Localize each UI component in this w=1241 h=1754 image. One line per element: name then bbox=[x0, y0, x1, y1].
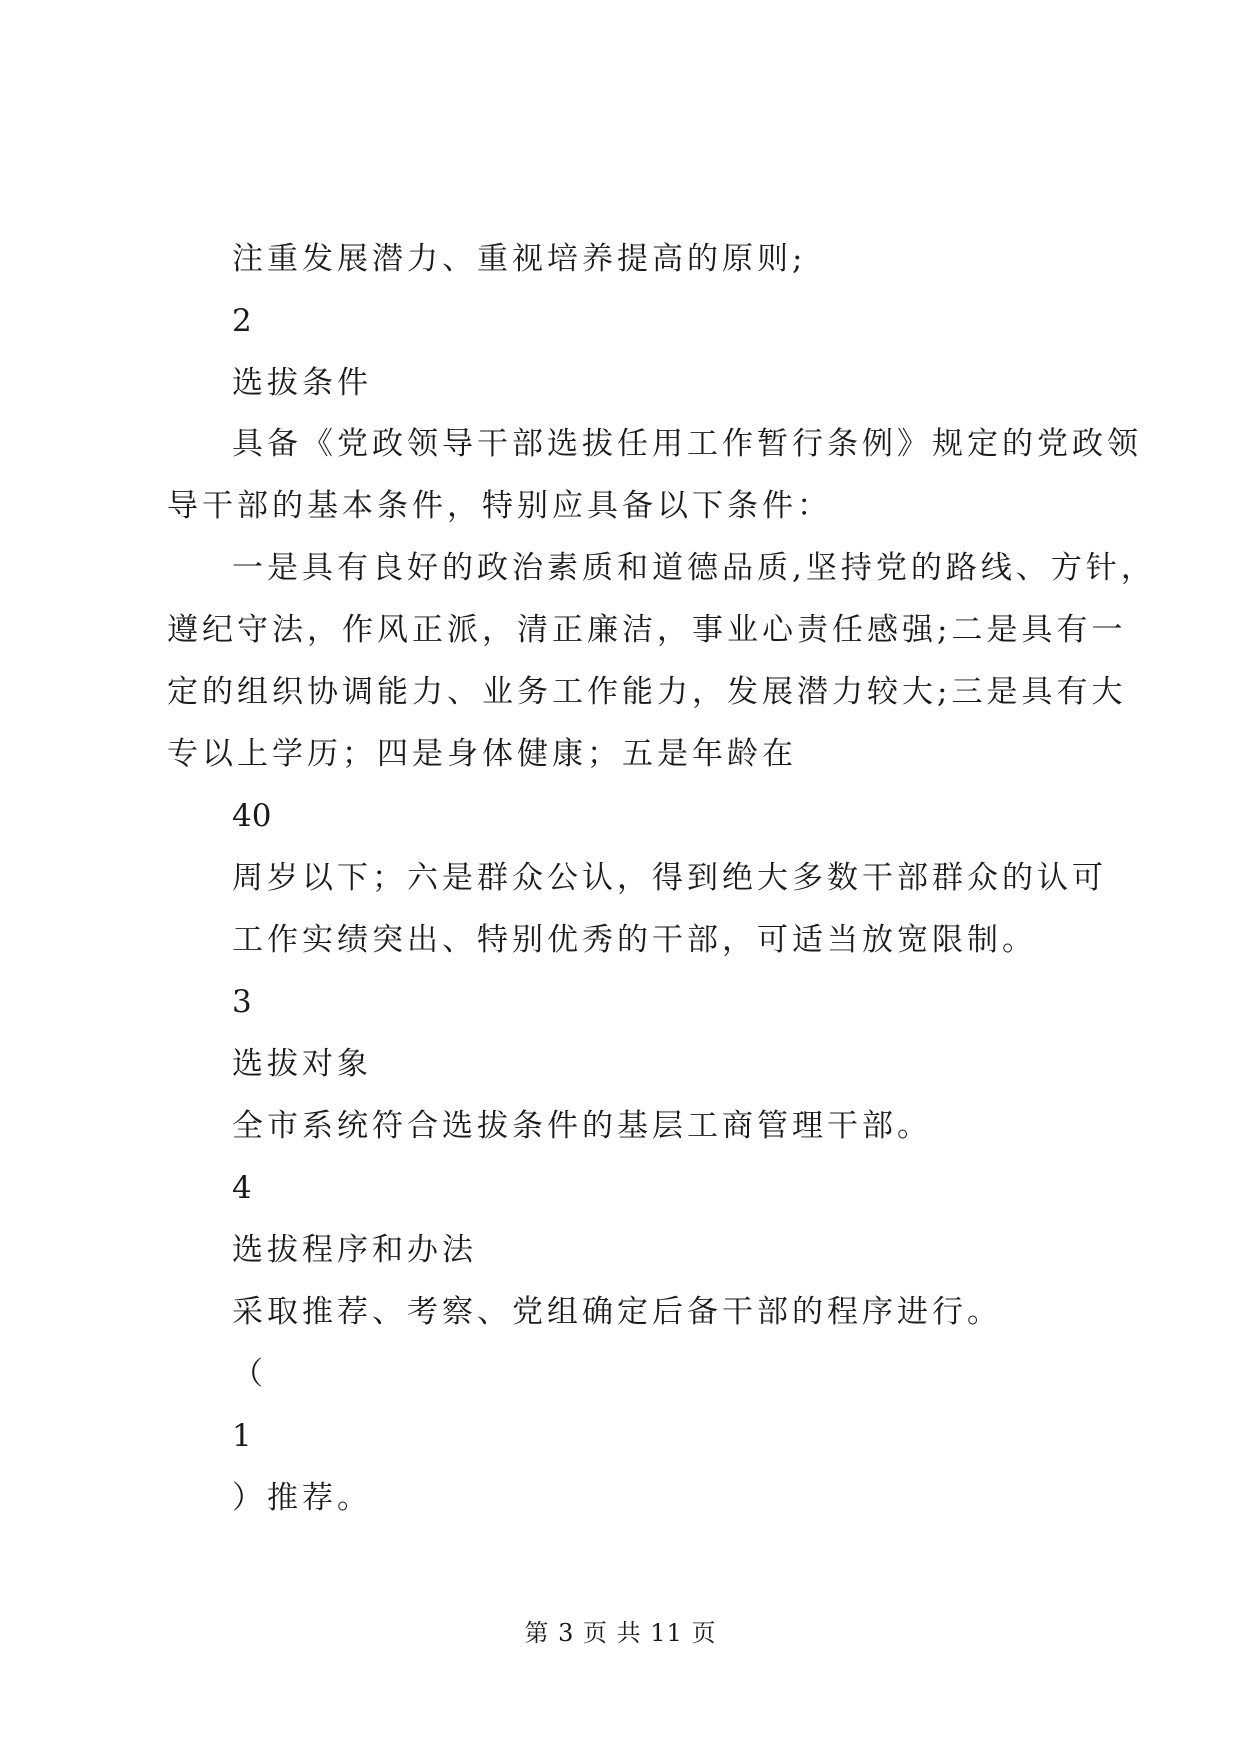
text-line: 具备《党政领导干部选拔任用工作暂行条例》规定的党政领 bbox=[232, 426, 1142, 462]
section-heading: 选拔对象 bbox=[232, 1046, 372, 1082]
section-number: 4 bbox=[232, 1170, 252, 1206]
text-line: 一是具有良好的政治素质和道德品质,坚持党的路线、方针， bbox=[232, 550, 1156, 586]
page-footer: 第 3 页 共 11 页 bbox=[524, 1619, 717, 1647]
text-line: 专以上学历；四是身体健康；五是年龄在 bbox=[167, 736, 797, 772]
text-line: 遵纪守法，作风正派，清正廉洁，事业心责任感强;二是具有一 bbox=[167, 612, 1127, 648]
text-number: 40 bbox=[232, 798, 272, 834]
text-line: 导干部的基本条件，特别应具备以下条件： bbox=[167, 488, 832, 524]
text-line: 全市系统符合选拔条件的基层工商管理干部。 bbox=[232, 1108, 932, 1144]
text-number: 1 bbox=[232, 1418, 252, 1454]
text-line: （ bbox=[232, 1356, 267, 1392]
section-heading: 选拔程序和办法 bbox=[232, 1232, 477, 1268]
text-line: 注重发展潜力、重视培养提高的原则; bbox=[232, 241, 807, 277]
text-line: 定的组织协调能力、业务工作能力，发展潜力较大;三是具有大 bbox=[167, 674, 1127, 710]
text-line: 采取推荐、考察、党组确定后备干部的程序进行。 bbox=[232, 1294, 1002, 1330]
section-number: 3 bbox=[232, 984, 252, 1020]
section-number: 2 bbox=[232, 303, 252, 339]
text-line: ）推荐。 bbox=[232, 1480, 372, 1516]
text-line: 周岁以下；六是群众公认，得到绝大多数干部群众的认可 bbox=[232, 860, 1107, 896]
text-line: 工作实绩突出、特别优秀的干部，可适当放宽限制。 bbox=[232, 922, 1037, 958]
section-heading: 选拔条件 bbox=[232, 365, 372, 401]
